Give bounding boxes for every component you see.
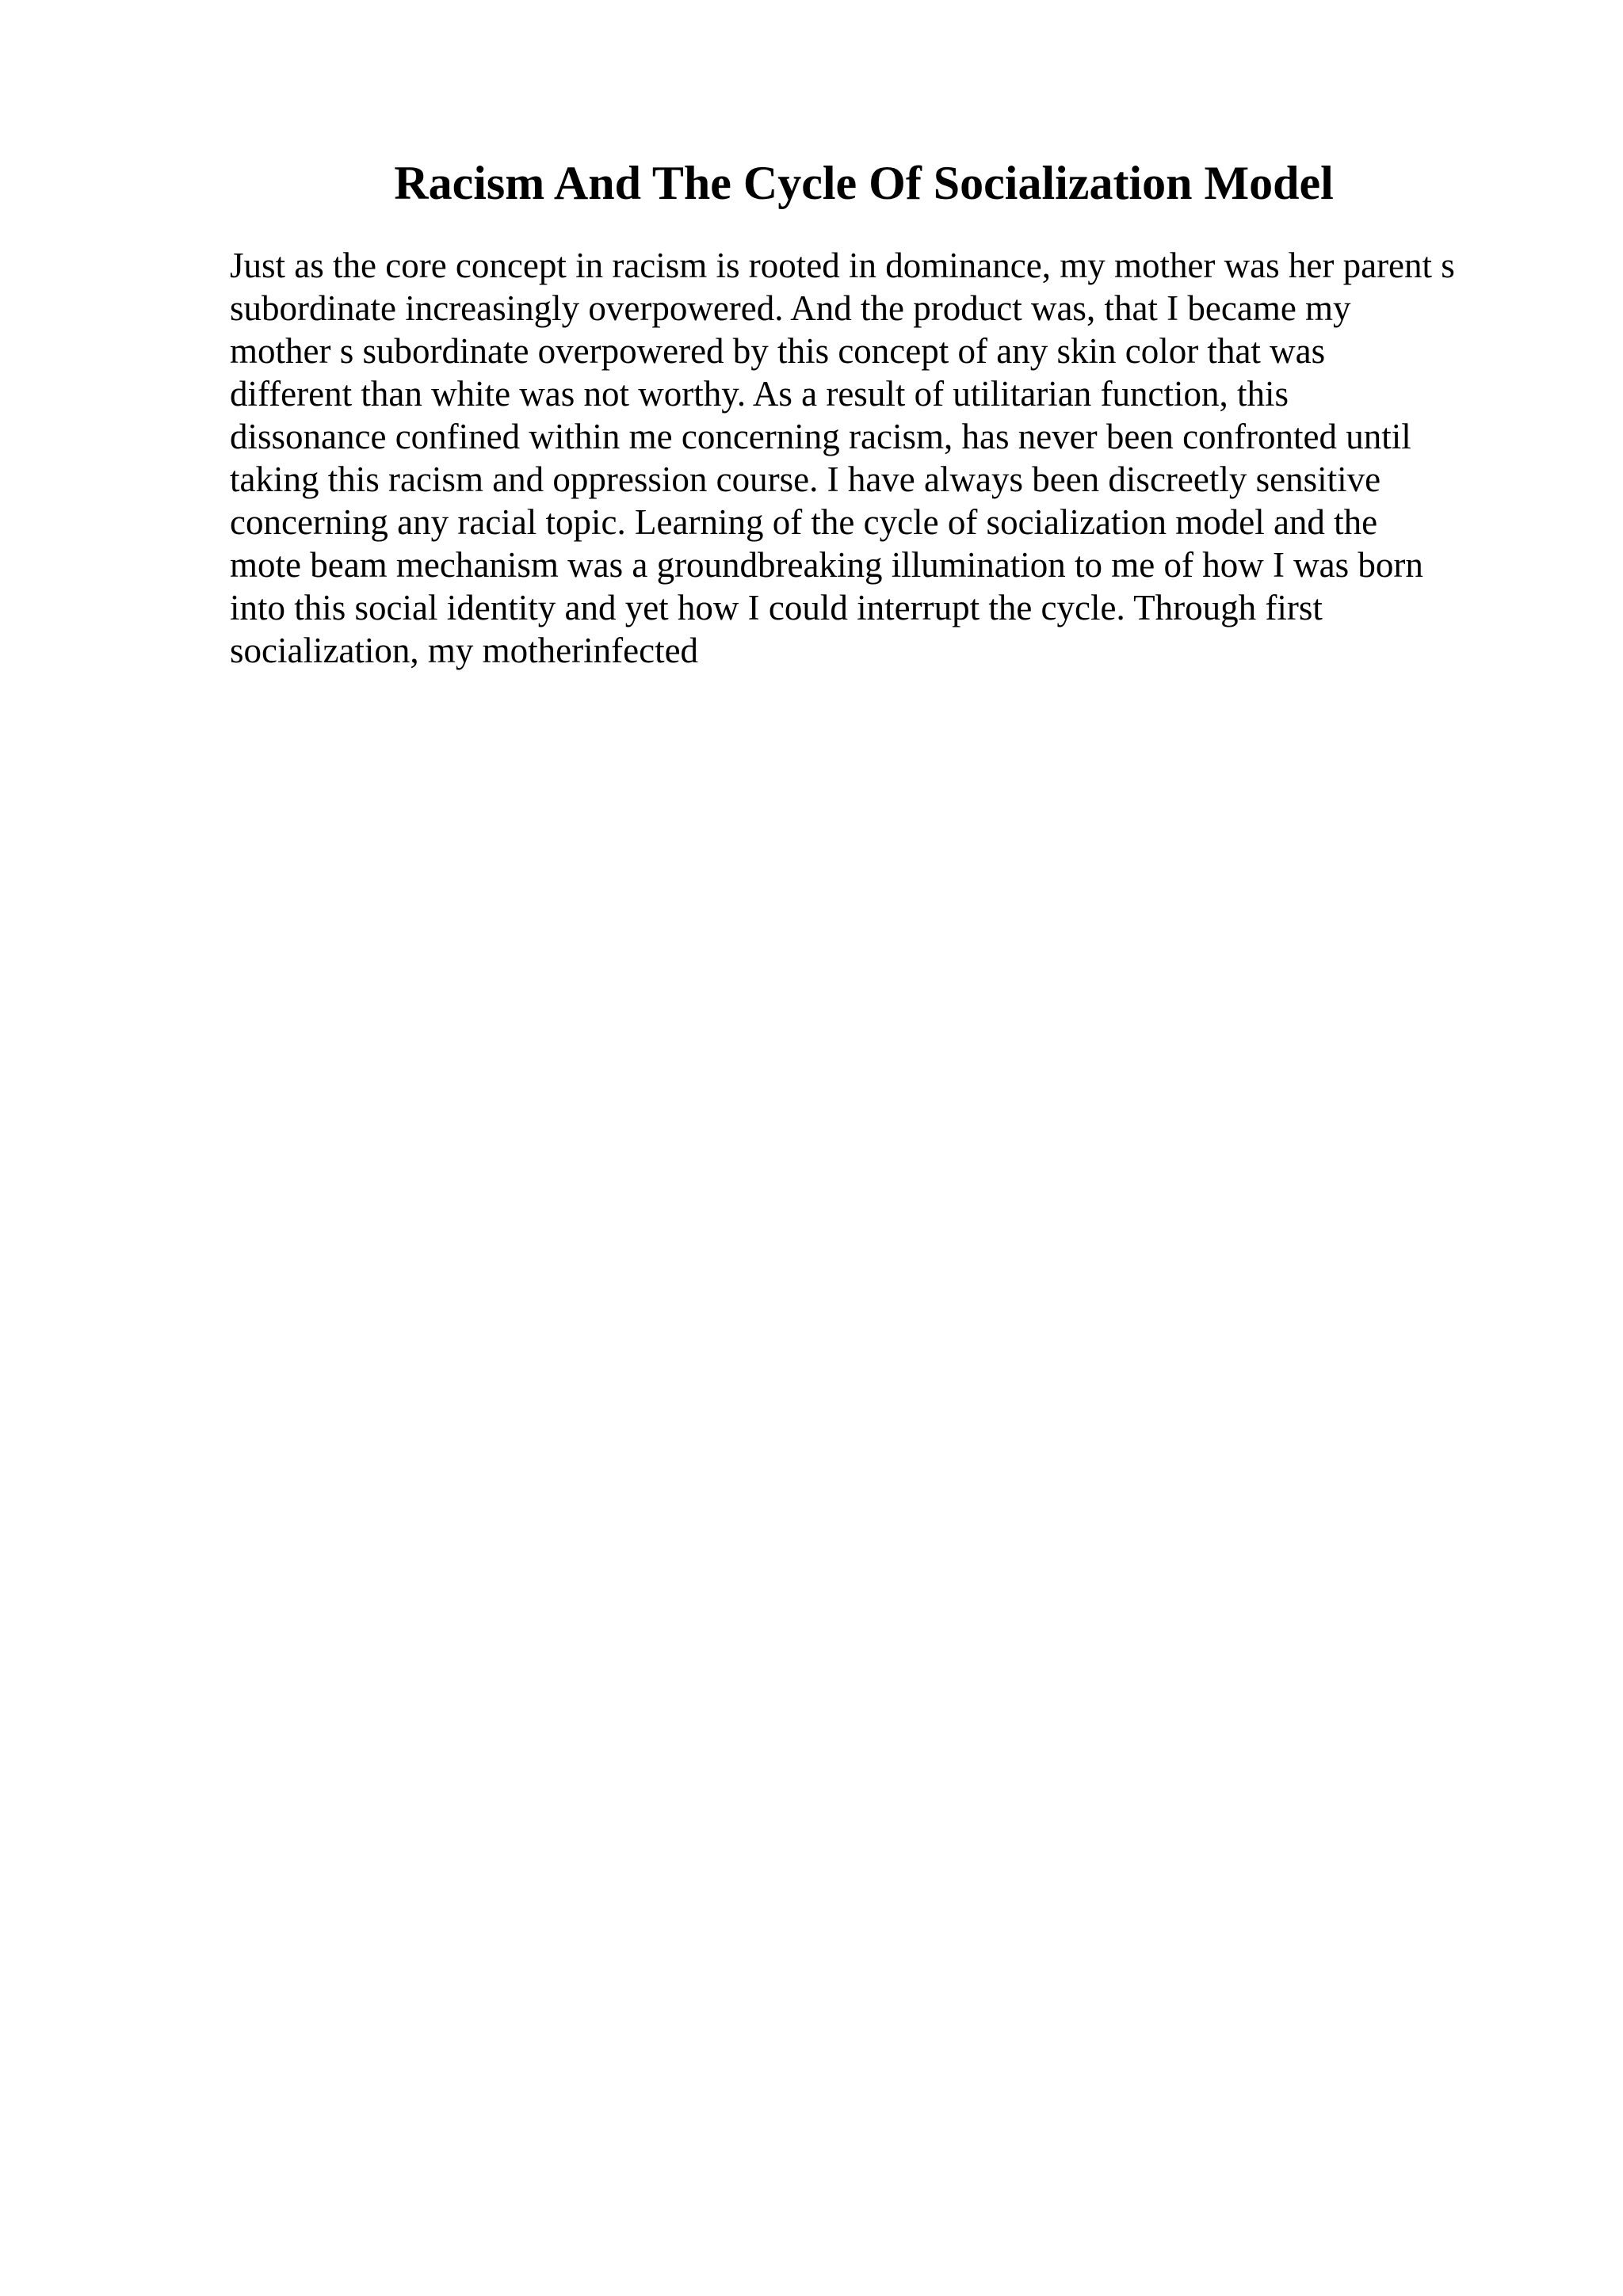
body-line: into this social identity and yet how I could interrupt the cycle. Through first bbox=[230, 588, 1323, 627]
body-line: concerning any racial topic. Learning of the cycle of socialization model and the bbox=[230, 502, 1378, 542]
body-line: mote beam mechanism was a groundbreaking illumination to me of how I was born bbox=[230, 545, 1423, 585]
body-line: subordinate increasingly overpowered. And the product was, that I became my bbox=[230, 288, 1351, 328]
body-line: mother s subordinate overpowered by this concept of any skin color that was bbox=[230, 331, 1326, 371]
body-line: Just as the core concept in racism is rooted in dominance, my mother was her parent s bbox=[230, 246, 1455, 285]
body-line: different than white was not worthy. As a result of utilitarian function, this bbox=[230, 374, 1289, 414]
body-line: taking this racism and oppression course. I have always been discreetly sensitive bbox=[230, 460, 1381, 499]
document-title: Racism And The Cycle Of Socialization Model bbox=[394, 157, 1334, 209]
document-body bbox=[230, 244, 1529, 672]
body-line: socialization, my motherinfected bbox=[230, 631, 699, 670]
body-line: dissonance confined within me concerning racism, has never been confronted until bbox=[230, 417, 1411, 456]
